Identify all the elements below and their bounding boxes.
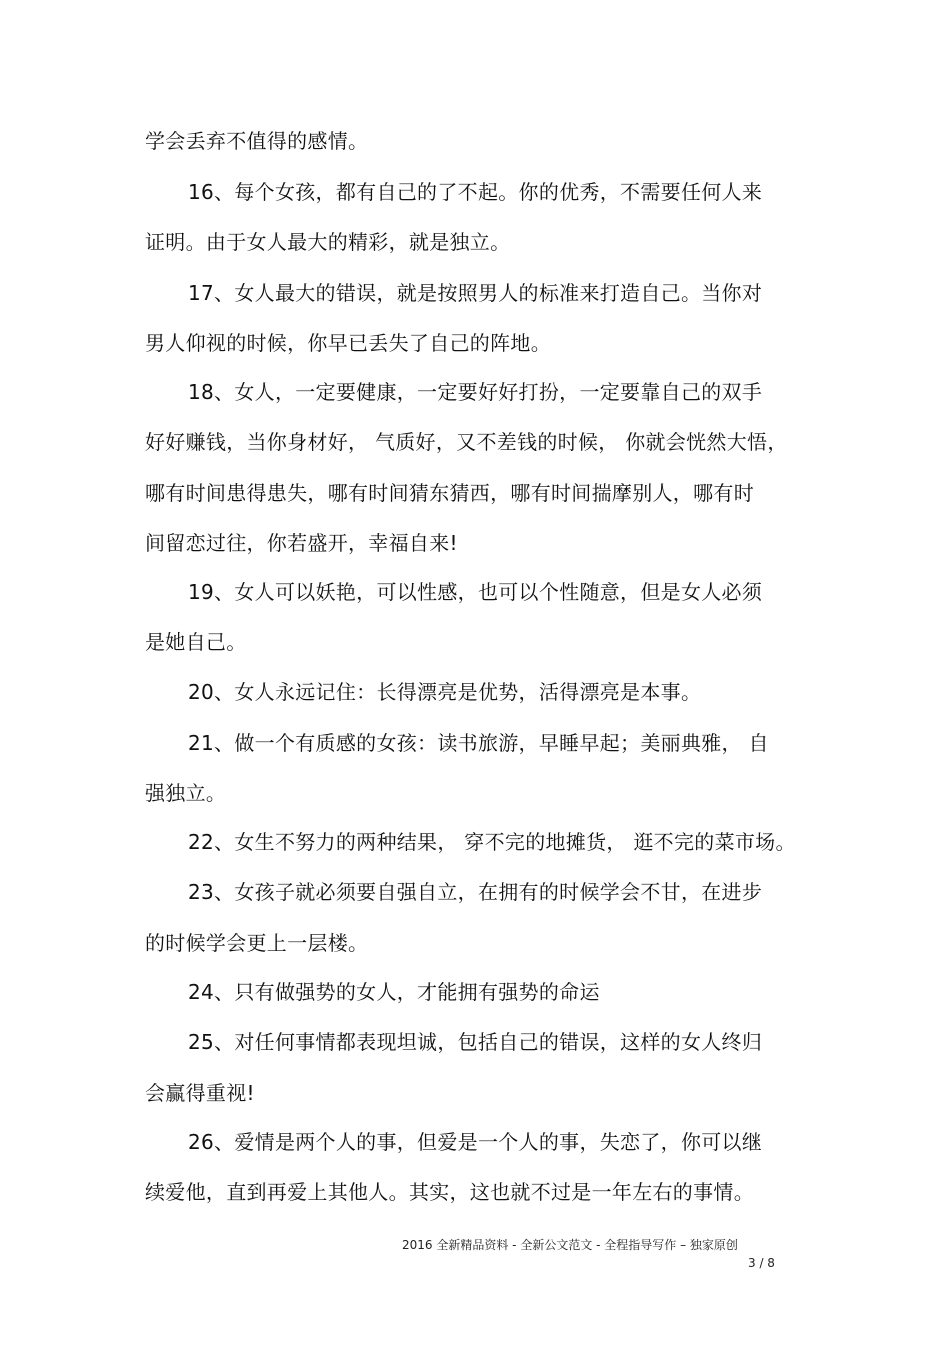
body-line: 25、对任何事情都表现坦诚，包括自己的错误，这样的女人终归 <box>188 1030 763 1054</box>
body-line: 26、爱情是两个人的事，但爱是一个人的事，失恋了，你可以继 <box>188 1130 763 1154</box>
body-line: 哪有时间患得患失，哪有时间猜东猜西，哪有时间揣摩别人，哪有时 <box>145 481 754 505</box>
body-line: 会赢得重视! <box>145 1081 255 1105</box>
page-number: 3 / 8 <box>748 1256 775 1270</box>
body-line: 是她自己。 <box>145 630 247 654</box>
footer-slogan: 2016 全新精品资料 - 全新公文范文 - 全程指导写作 – 独家原创 <box>402 1238 738 1252</box>
body-line: 22、女生不努力的两种结果， 穿不完的地摊货， 逛不完的菜市场。 <box>188 830 796 854</box>
body-line: 24、只有做强势的女人，才能拥有强势的命运 <box>188 980 600 1004</box>
body-line: 学会丢弃不值得的感情。 <box>145 129 369 153</box>
body-line: 23、女孩子就必须要自强自立，在拥有的时候学会不甘，在进步 <box>188 880 763 904</box>
body-line: 强独立。 <box>145 781 227 805</box>
body-line: 的时候学会更上一层楼。 <box>145 931 369 955</box>
body-line: 19、女人可以妖艳，可以性感，也可以个性随意，但是女人必须 <box>188 580 763 604</box>
body-line: 好好赚钱，当你身材好， 气质好，又不差钱的时候， 你就会恍然大悟， <box>145 430 788 454</box>
body-line: 21、做一个有质感的女孩：读书旅游，早睡早起；美丽典雅， 自 <box>188 731 769 755</box>
body-line: 男人仰视的时候，你早已丢失了自己的阵地。 <box>145 331 551 355</box>
body-line: 间留恋过往，你若盛开，幸福自来! <box>145 531 458 555</box>
body-line: 16、每个女孩，都有自己的了不起。你的优秀，不需要任何人来 <box>188 180 763 204</box>
body-line: 续爱他，直到再爱上其他人。其实，这也就不过是一年左右的事情。 <box>145 1180 754 1204</box>
body-line: 证明。由于女人最大的精彩，就是独立。 <box>145 230 511 254</box>
body-line: 17、女人最大的错误，就是按照男人的标准来打造自己。当你对 <box>188 281 763 305</box>
body-line: 18、女人，一定要健康，一定要好好打扮，一定要靠自己的双手 <box>188 380 763 404</box>
body-line: 20、女人永远记住：长得漂亮是优势，活得漂亮是本事。 <box>188 680 702 704</box>
